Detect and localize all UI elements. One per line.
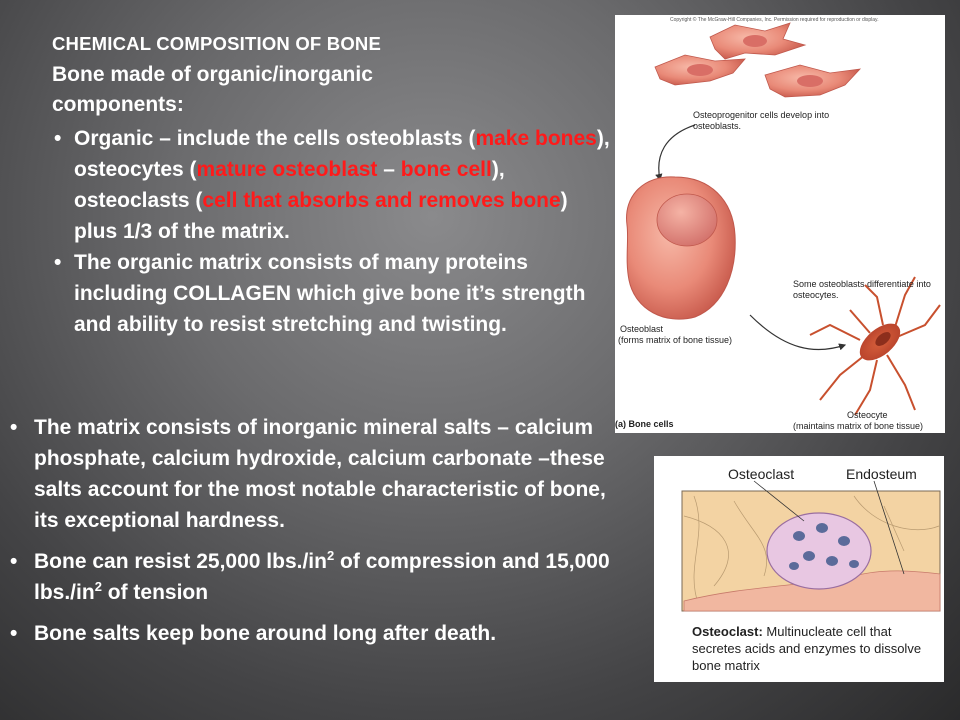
bullet-organic-matrix: • The organic matrix consists of many proteins including COLLAGEN which give bone it’s strength and ability to resist stretching and twisting. [52, 247, 612, 340]
figure2-caption: Osteoclast: Multinucleate cell that secretes acids and enzymes to dissolve bone matrix [692, 624, 922, 673]
bone-cells-figure [615, 15, 945, 433]
label-osteoprogenitor: Osteoprogenitor cells develop into osteoblasts. [693, 110, 830, 131]
highlight-bone-cell: bone cell [400, 158, 492, 181]
bone-cells-illustration [615, 15, 945, 433]
organic-bullet-list [52, 123, 612, 340]
label-osteoclast: Osteoclast [728, 466, 795, 482]
figure1-caption: (a) Bone cells [615, 419, 674, 429]
label-osteocyte: Osteocyte [847, 410, 888, 420]
bullet-bone-resist: • Bone can resist 25,000 $lbs./in^2$ of compression and 15,000 $lbs./in^2$ of tension [4, 546, 632, 608]
highlight-mature-osteoblast: mature osteoblast [196, 158, 378, 181]
bullet-organic: • Organic – include the cells osteoblasts (make bones), osteocytes (mature osteoblast – bone cell), osteoclasts (cell that absorbs and removes bone) plus 1/3 of the matrix. [52, 123, 612, 247]
slide-heading: CHEMICAL COMPOSITION OF BONE [52, 33, 382, 54]
highlight-make-bones: make bones [475, 127, 597, 150]
label-some-osteoblasts: Some osteoblasts differentiate into osteocytes. [793, 279, 931, 300]
label-endosteum: Endosteum [846, 466, 917, 482]
bullet-bone-salts: • Bone salts keep bone around long after death. [4, 618, 632, 649]
inorganic-bullet-list [4, 412, 632, 659]
label-osteoblast: Osteoblast [620, 324, 664, 334]
figure1-copyright: Copyright © The McGraw-Hill Companies, Inc. Permission required for reproduction or display. [670, 17, 879, 23]
osteoblast-cell [627, 177, 736, 319]
arrow-osteoblast-to-osteocyte [750, 315, 845, 350]
bullet-inorganic-matrix: • The matrix consists of inorganic mineral salts – calcium phosphate, calcium hydroxide, calcium carbonate –these salts account for the most notable characteristic of bone, its exceptional hardness. [4, 412, 632, 536]
label-osteoblast-desc: (forms matrix of bone tissue) [618, 335, 733, 345]
label-osteocyte-desc: (maintains matrix of bone tissue) [793, 421, 924, 431]
arrow-progenitor-to-osteoblast [659, 125, 695, 180]
highlight-absorbs-bone: cell that absorbs and removes bone [202, 189, 561, 212]
osteoprogenitor-cells [655, 23, 860, 97]
osteoclast-figure [654, 456, 944, 682]
slide-subheading: Bone made of organic/inorganic components: [52, 63, 373, 116]
